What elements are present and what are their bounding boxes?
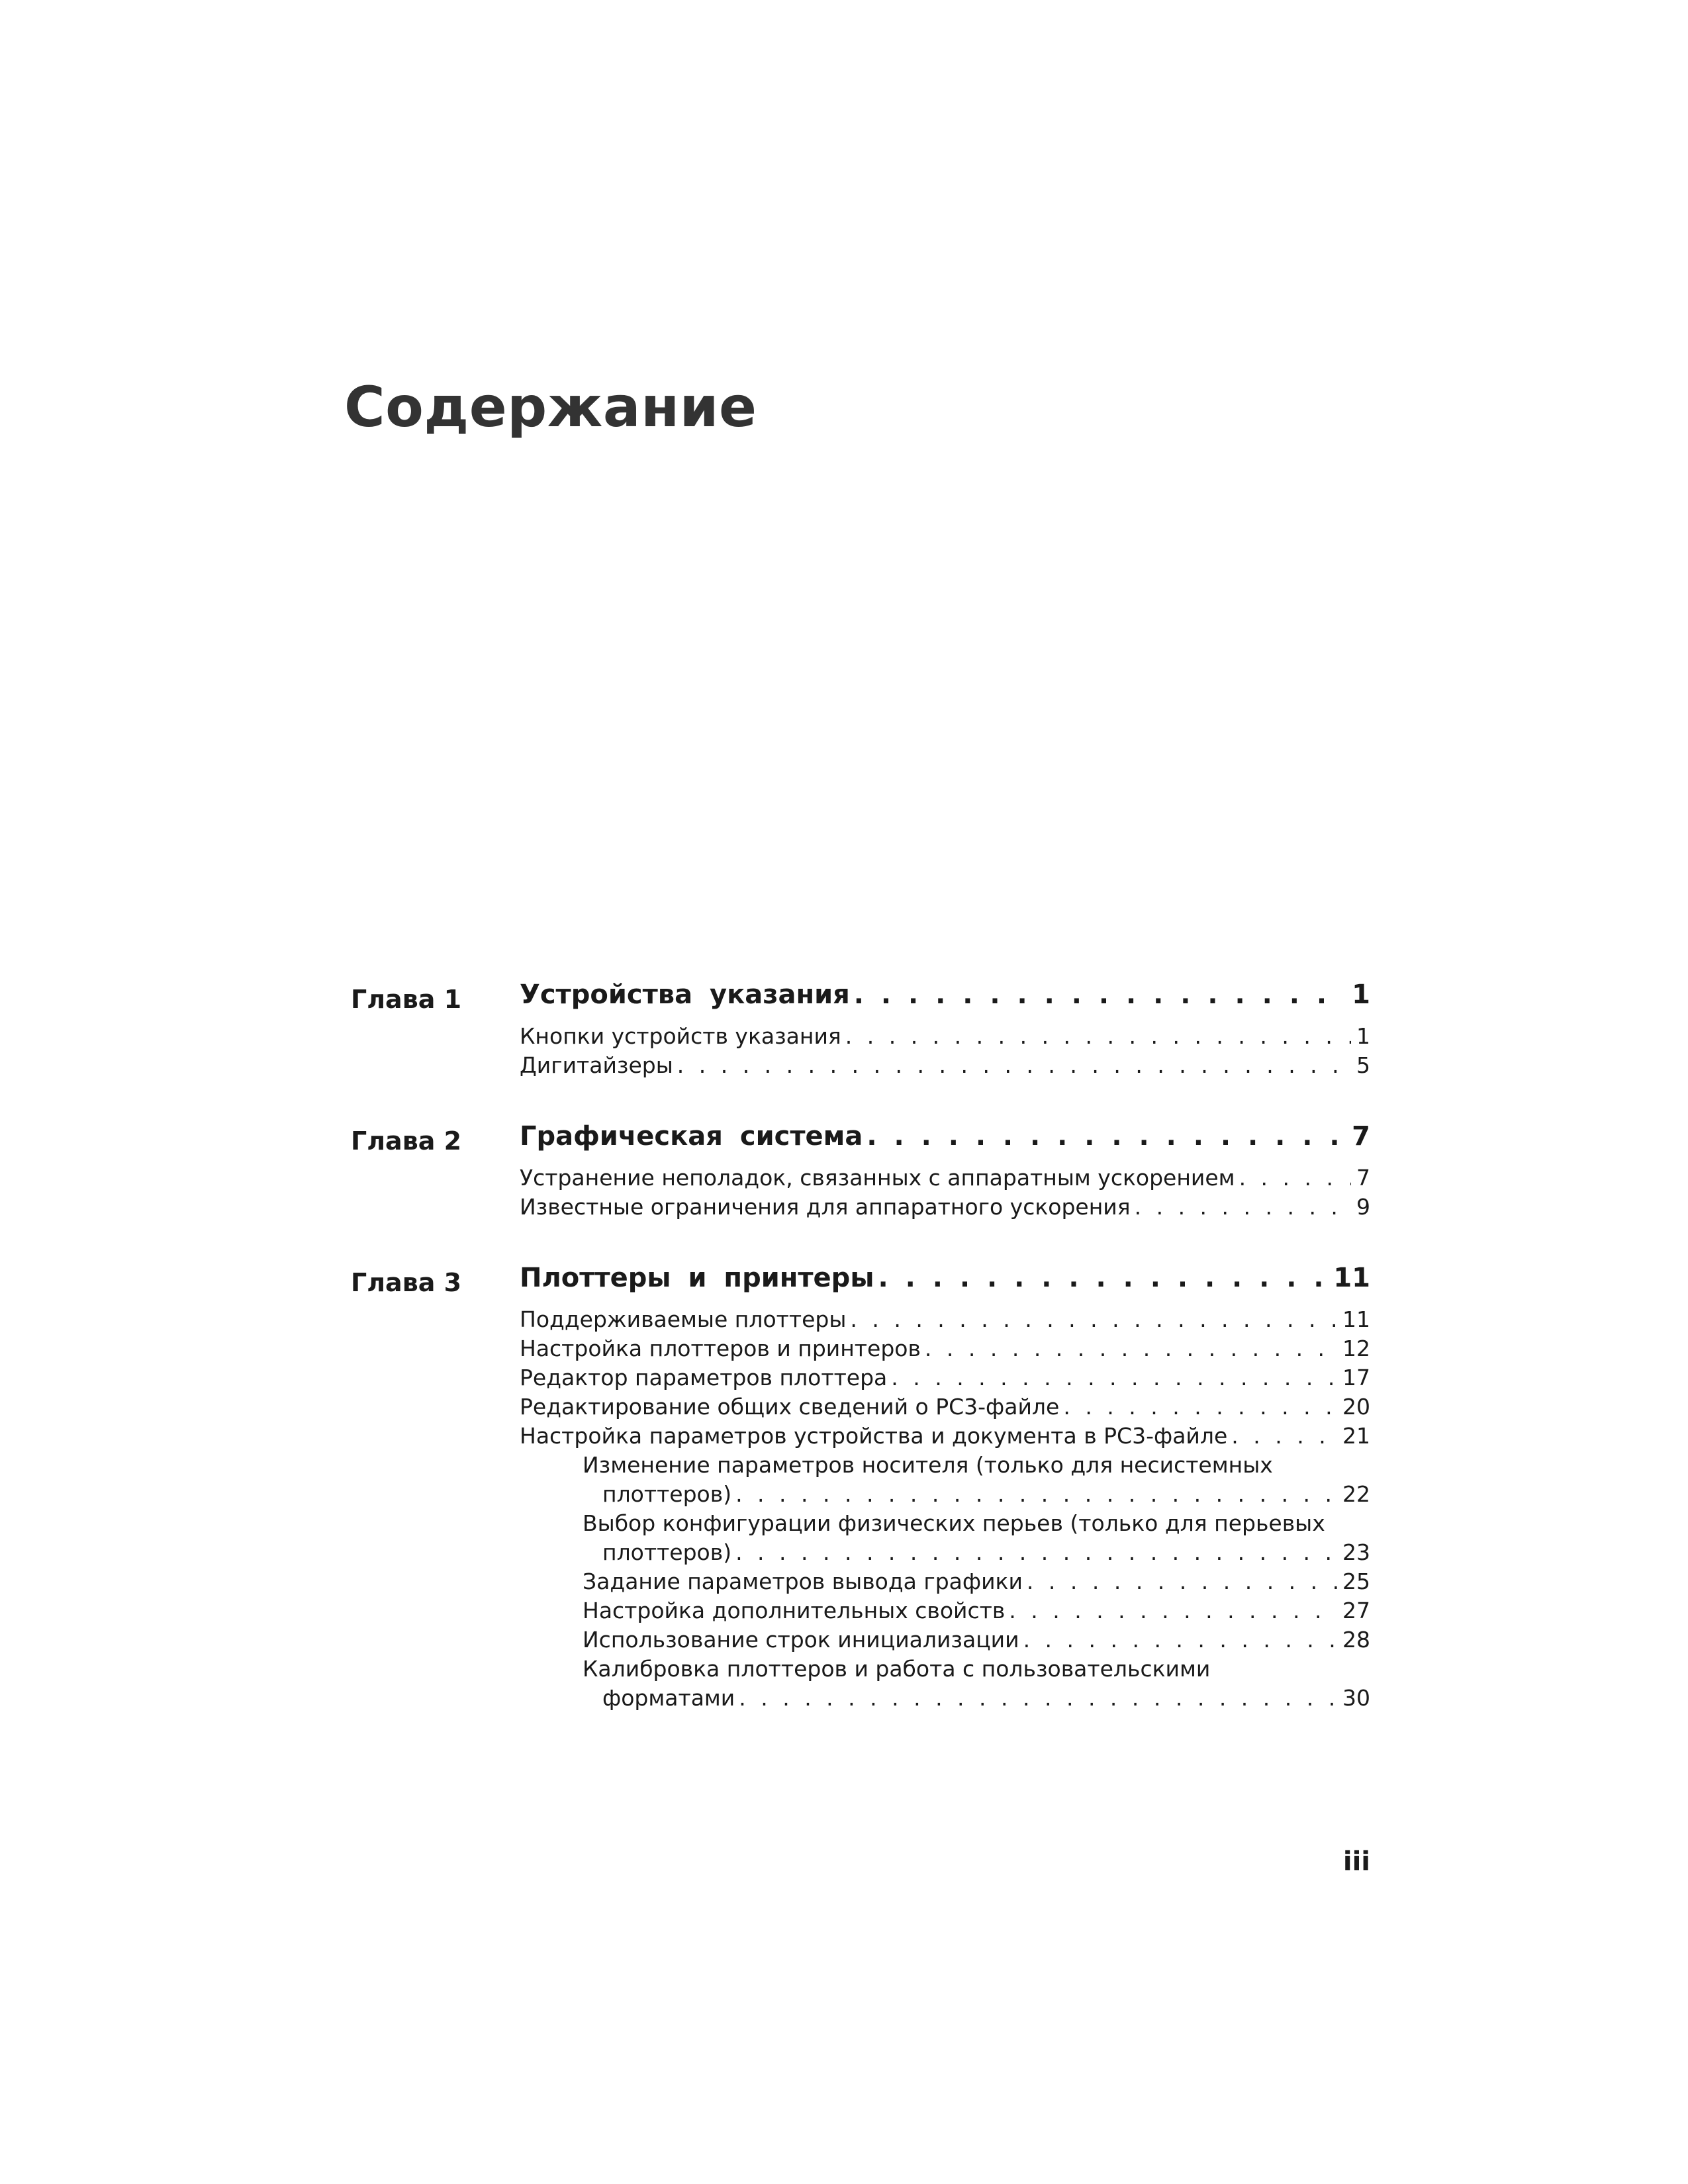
- page-ref: 21: [1342, 1423, 1370, 1449]
- dot-leader: [1239, 1165, 1351, 1191]
- page-ref: 7: [1356, 1165, 1370, 1191]
- toc-entry[interactable]: [520, 1306, 1370, 1336]
- toc-subentry[interactable]: [583, 1452, 1370, 1510]
- chapter-heading[interactable]: [520, 979, 1370, 1021]
- page-ref: 25: [1342, 1569, 1370, 1594]
- chapter-label: Глава 1: [351, 985, 462, 1014]
- toc-entry-text: Настройка плоттеров и принтеров: [520, 1336, 921, 1361]
- page-ref: 11: [1342, 1306, 1370, 1332]
- chapter-heading-text: Графическая система: [520, 1121, 863, 1152]
- toc-entry[interactable]: [520, 1394, 1370, 1423]
- toc-subentry-line1: Выбор конфигурации физических перьев (только для перьевых: [583, 1510, 1325, 1536]
- toc-entry-text: Редактирование общих сведений о PC3-файле: [520, 1394, 1060, 1420]
- page-ref: 30: [1342, 1685, 1370, 1711]
- chapter-2: [351, 1121, 1370, 1223]
- dot-leader: [925, 1336, 1337, 1361]
- chapter-heading[interactable]: [520, 1121, 1370, 1162]
- chapter-3: [351, 1263, 1370, 1714]
- page-ref: 1: [1352, 979, 1370, 1010]
- chapter-label: Глава 3: [351, 1268, 462, 1297]
- dot-leader: [891, 1365, 1337, 1390]
- toc-entry-text: Устранение неполадок, связанных с аппаратным ускорением: [520, 1165, 1235, 1191]
- toc-entry-text: Редактор параметров плоттера: [520, 1365, 888, 1390]
- page-ref: 27: [1342, 1598, 1370, 1623]
- chapter-label: Глава 2: [351, 1126, 462, 1156]
- dot-leader: [677, 1052, 1351, 1078]
- dot-leader: [1231, 1423, 1337, 1449]
- page-ref: 28: [1342, 1627, 1370, 1653]
- dot-leader: [867, 1121, 1346, 1152]
- dot-leader: [854, 979, 1346, 1010]
- toc-entry-text: Настройка параметров устройства и документа в PC3-файле: [520, 1423, 1228, 1449]
- chapter-body: [520, 1121, 1370, 1223]
- dot-leader: [1063, 1394, 1337, 1420]
- page-ref: 7: [1352, 1121, 1370, 1152]
- toc-subentry-line2: плоттеров): [602, 1539, 732, 1565]
- toc-subentry-line2: форматами: [602, 1685, 735, 1711]
- page-number: iii: [1342, 1846, 1370, 1877]
- toc-subentry-text: Использование строк инициализации: [583, 1627, 1019, 1653]
- dot-leader: [1135, 1194, 1351, 1220]
- chapter-heading[interactable]: [520, 1263, 1370, 1304]
- dot-leader: [845, 1023, 1351, 1049]
- toc-entry-text: Поддерживаемые плоттеры: [520, 1306, 847, 1332]
- toc-entry-text: Дигитайзеры: [520, 1052, 673, 1078]
- toc-subentry[interactable]: [583, 1510, 1370, 1569]
- dot-leader: [1027, 1569, 1337, 1594]
- toc-entry[interactable]: [520, 1336, 1370, 1365]
- page-ref: 20: [1342, 1394, 1370, 1420]
- chapter-body: [520, 979, 1370, 1081]
- toc-subentry[interactable]: [583, 1627, 1370, 1656]
- toc-subentry-text: Настройка дополнительных свойств: [583, 1598, 1006, 1623]
- dot-leader: [1023, 1627, 1337, 1653]
- chapter-heading-text: Плоттеры и принтеры: [520, 1263, 874, 1293]
- toc-entry[interactable]: [520, 1052, 1370, 1081]
- dot-leader: [878, 1263, 1328, 1293]
- page-ref: 22: [1342, 1481, 1370, 1507]
- page-ref: 12: [1342, 1336, 1370, 1361]
- page-title: Содержание: [344, 375, 757, 440]
- toc-subentry-line1: Калибровка плоттеров и работа с пользовательскими: [583, 1656, 1211, 1682]
- page-ref: 17: [1342, 1365, 1370, 1390]
- toc-subentry-line1: Изменение параметров носителя (только для несистемных: [583, 1452, 1273, 1478]
- page-ref: 23: [1342, 1539, 1370, 1565]
- dot-leader: [735, 1539, 1337, 1565]
- toc-entry[interactable]: [520, 1194, 1370, 1223]
- toc-subentry[interactable]: [583, 1656, 1370, 1714]
- table-of-contents: [351, 979, 1370, 1754]
- page-ref: 5: [1356, 1052, 1370, 1078]
- dot-leader: [1009, 1598, 1337, 1623]
- page-ref: 1: [1356, 1023, 1370, 1049]
- toc-entry[interactable]: [520, 1365, 1370, 1394]
- toc-entry[interactable]: [520, 1165, 1370, 1194]
- toc-subentry-line2: плоттеров): [602, 1481, 732, 1507]
- page-ref: 11: [1333, 1263, 1370, 1293]
- page-ref: 9: [1356, 1194, 1370, 1220]
- dot-leader: [850, 1306, 1337, 1332]
- toc-entry[interactable]: [520, 1423, 1370, 1452]
- chapter-body: [520, 1263, 1370, 1714]
- chapter-1: [351, 979, 1370, 1081]
- dot-leader: [739, 1685, 1337, 1711]
- toc-subentry-text: Задание параметров вывода графики: [583, 1569, 1023, 1594]
- dot-leader: [735, 1481, 1337, 1507]
- chapter-heading-text: Устройства указания: [520, 979, 850, 1010]
- toc-entry[interactable]: [520, 1023, 1370, 1052]
- toc-entry-text: Кнопки устройств указания: [520, 1023, 841, 1049]
- toc-subentry[interactable]: [583, 1569, 1370, 1598]
- toc-subentry[interactable]: [583, 1598, 1370, 1627]
- toc-entry-text: Известные ограничения для аппаратного ускорения: [520, 1194, 1131, 1220]
